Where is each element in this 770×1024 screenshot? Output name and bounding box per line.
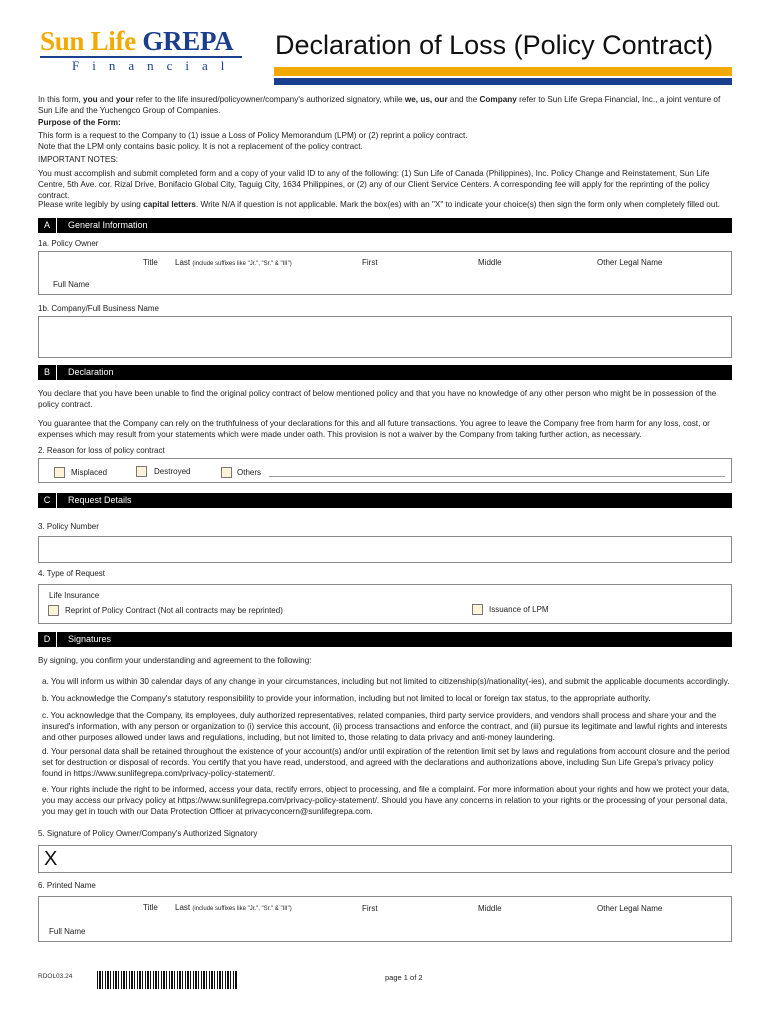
issuance-lpm-label: Issuance of LPM <box>489 605 549 614</box>
others-checkbox[interactable] <box>221 467 232 478</box>
company-name-field[interactable] <box>38 316 732 358</box>
logo-financial: Financial <box>72 58 238 73</box>
page-title: Declaration of Loss (Policy Contract) <box>275 30 714 60</box>
full-name-label: Full Name <box>53 280 90 289</box>
section-c-letter: C <box>43 495 51 505</box>
section-b-title: Declaration <box>68 367 114 377</box>
section-b-header <box>38 365 732 380</box>
purpose-heading: Purpose of the Form: <box>38 118 121 127</box>
section-d-header <box>38 632 732 647</box>
q2-label: 2. Reason for loss of policy contract <box>38 446 165 455</box>
header-stripe-yellow <box>274 67 732 76</box>
signature-x-mark: X <box>44 848 58 870</box>
printed-col-middle: Middle <box>478 904 502 913</box>
section-b-letter: B <box>43 367 50 377</box>
misplaced-checkbox[interactable] <box>54 467 65 478</box>
agreement-item-a: a. You will inform us within 30 calendar days of any change in your circumstances, including but not limited to citizenship(s)/nationality(-ies), and submit the applicable documents accordingly. <box>42 677 730 686</box>
col-other-legal-name: Other Legal Name <box>597 258 663 267</box>
form-code: RDOL03.24 <box>38 973 73 980</box>
policy-number-field[interactable] <box>38 536 732 563</box>
destroyed-checkbox[interactable] <box>136 466 147 477</box>
notes-heading: IMPORTANT NOTES: <box>38 155 119 164</box>
policy-owner-name-box[interactable] <box>38 251 732 295</box>
section-d-letter: D <box>43 634 51 644</box>
printed-col-title: Title <box>143 903 158 912</box>
printed-full-name-label: Full Name <box>49 927 86 936</box>
page-number: page 1 of 2 <box>385 973 423 982</box>
section-d-title: Signatures <box>68 634 112 644</box>
q6-label: 6. Printed Name <box>38 881 96 890</box>
others-label: Others <box>237 468 262 477</box>
printed-name-box[interactable] <box>38 896 732 942</box>
agreement-item-d: d. Your personal data shall be retained throughout the existence of your account(s) and/or until expiration of the retention limit set by laws and regulations from account closure and the period set for destruction or disposal of records. You certify that you have read, understood, and agreed with the declarations and authorizations above, including Sun Life Grepa's privacy policy found in https://www.sunlifegrepa.com/privacy-policy-statement/. <box>42 747 730 778</box>
notes-text: You must accomplish and submit completed form and a copy of your valid ID to any of the following: (1) Sun Life of Canada (Philippines), Inc. Policy Change and Reinstatement, Sun Life Centre, 5th Ave. cor. Rizal Drive, Bonifacio Global City, Taguig City, 1634 Philippines, or (2) any of our Client Service Centers. A corresponding fee will apply for the reprinting of the policy contract. <box>38 169 710 200</box>
col-first: First <box>362 258 378 267</box>
section-a-letter: A <box>43 220 50 230</box>
declaration-paragraph-1: You declare that you have been unable to find the original policy contract of below mentioned policy and that you have no knowledge of any other person who might be in possession of the policy contract. <box>38 389 717 409</box>
q1a-label: 1a. Policy Owner <box>38 239 99 248</box>
printed-col-last: Last (include suffixes like "Jr.", "Sr." & "III") <box>175 903 292 912</box>
declaration-paragraph-2: You guarantee that the Company can rely on the truthfulness of your declarations for this and all future transactions. You agree to leave the Company free from harm for any loss, cost, or expenses which may result from your statements which were made under oath. This provision is not a waiver by the Company from taking further action, as necessary. <box>38 419 710 439</box>
intro-paragraph: In this form, you and your refer to the life insured/policyowner/company's authorized signatory, while we, us, our and the Company refer to Sun Life Grepa Financial, Inc., a joint venture of Sun Life and the Yuchengco Group of Companies. <box>38 95 721 115</box>
logo-wordmark: Sun Life GREPA <box>40 26 234 56</box>
header-stripe-blue <box>274 78 732 85</box>
purpose-line-2: Note that the LPM only contains basic policy. It is not a replacement of the policy contract. <box>38 142 363 151</box>
col-middle: Middle <box>478 258 502 267</box>
col-last: Last (include suffixes like "Jr.", "Sr." & "III") <box>175 258 292 267</box>
q1b-label: 1b. Company/Full Business Name <box>38 304 159 313</box>
issuance-lpm-checkbox[interactable] <box>472 604 483 615</box>
signatures-intro: By signing, you confirm your understanding and agreement to the following: <box>38 656 312 665</box>
section-c-title: Request Details <box>68 495 132 505</box>
others-specify-line[interactable] <box>269 476 725 477</box>
section-a-title: General Information <box>68 220 148 230</box>
request-type-box <box>38 584 732 624</box>
q5-label: 5. Signature of Policy Owner/Company's Authorized Signatory <box>38 829 258 838</box>
q3-label: 3. Policy Number <box>38 522 99 531</box>
legibly-instruction: Please write legibly by using capital letters. Write N/A if question is not applicable. Mark the box(es) with an "X" to indicate your choice(s) then sign the form only when completely filled out. <box>38 200 720 209</box>
life-insurance-label: Life Insurance <box>49 591 100 600</box>
purpose-line-1: This form is a request to the Company to (1) issue a Loss of Policy Memorandum (LPM) or (2) reprint a policy contract. <box>38 131 468 140</box>
q4-label: 4. Type of Request <box>38 569 106 578</box>
section-c-header <box>38 493 732 508</box>
agreement-item-c: c. You acknowledge that the Company, its employees, duly authorized representatives, related companies, third party service providers, and vendors shall process and share your and the insured's information, with any person or organization to (i) service this account, (ii) process transactions and enforce the contract, and (iii) pursue its legitimate and lawful rights and interests and other purposes allowed under laws and regulations, including, but not limited to, those relating to data privacy and anti-money laundering. <box>42 711 728 742</box>
reason-box <box>38 458 732 483</box>
reprint-checkbox[interactable] <box>48 605 59 616</box>
barcode <box>97 971 237 989</box>
printed-col-other-legal-name: Other Legal Name <box>597 904 663 913</box>
signature-field[interactable] <box>38 845 732 873</box>
destroyed-label: Destroyed <box>154 467 191 476</box>
printed-col-first: First <box>362 904 378 913</box>
reprint-label: Reprint of Policy Contract (Not all contracts may be reprinted) <box>65 606 283 615</box>
misplaced-label: Misplaced <box>71 468 108 477</box>
agreement-item-b: b. You acknowledge the Company's statutory responsibility to provide your information, including but not limited to local or foreign tax status, to the appropriate authority. <box>42 694 651 703</box>
agreement-item-e: e. Your rights include the right to be informed, access your data, rectify errors, object to processing, and file a complaint. For more information about your rights and how we protect your data, you may access our privacy policy at https://www.sunlifegrepa.com/privacy-policy-statement/. Should you have any concerns in relation to your rights or the processing of your personal data, you may get in touch with our Data Protection Officer at privacyconcern@sunlifegrepa.com. <box>42 785 730 816</box>
section-a-header <box>38 218 732 233</box>
col-title: Title <box>143 258 158 267</box>
